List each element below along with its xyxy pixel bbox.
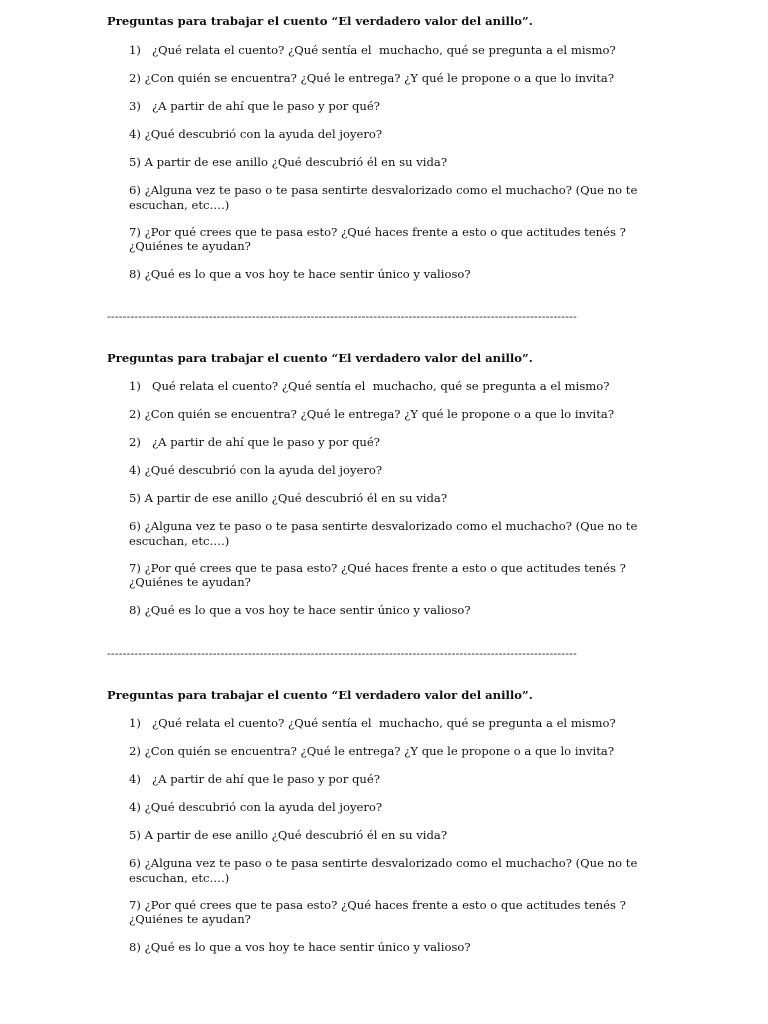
question-line: 4) ¿Qué descubrió con la ayuda del joyero? <box>129 127 383 141</box>
question-line: 1) ¿Qué relata el cuento? ¿Qué sentía el muchacho, qué se pregunta a el mismo? <box>129 716 616 730</box>
cut-line-divider: ------------------------------------------------------------------------------------------------------------------------ <box>107 648 578 660</box>
question-line: 4) ¿Qué descubrió con la ayuda del joyero? <box>129 463 383 477</box>
question-line: 6) ¿Alguna vez te paso o te pasa sentirte desvalorizado como el muchacho? (Que no te <box>129 519 638 533</box>
question-line: 6) ¿Alguna vez te paso o te pasa sentirte desvalorizado como el muchacho? (Que no te <box>129 856 638 870</box>
question-line: 1) Qué relata el cuento? ¿Qué sentía el muchacho, qué se pregunta a el mismo? <box>129 379 610 393</box>
question-line: 7) ¿Por qué crees que te pasa esto? ¿Qué haces frente a esto o que actitudes tenés ? <box>129 225 626 239</box>
section-title: Preguntas para trabajar el cuento “El verdadero valor del anillo”. <box>107 351 533 365</box>
question-line: 8) ¿Qué es lo que a vos hoy te hace sentir único y valioso? <box>129 940 471 954</box>
question-line: 3) ¿A partir de ahí que le paso y por qué? <box>129 99 380 113</box>
question-line: 2) ¿Con quién se encuentra? ¿Qué le entrega? ¿Y qué le propone o a que lo invita? <box>129 71 615 85</box>
question-line: 7) ¿Por qué crees que te pasa esto? ¿Qué haces frente a esto o que actitudes tenés ? <box>129 561 626 575</box>
question-line: 5) A partir de ese anillo ¿Qué descubrió él en su vida? <box>129 491 448 505</box>
question-line: 8) ¿Qué es lo que a vos hoy te hace sentir único y valioso? <box>129 603 471 617</box>
question-line-continued: ¿Quiénes te ayudan? <box>129 575 251 589</box>
cut-line-divider: ------------------------------------------------------------------------------------------------------------------------ <box>107 311 578 323</box>
question-line: 5) A partir de ese anillo ¿Qué descubrió él en su vida? <box>129 155 448 169</box>
question-line-continued: ¿Quiénes te ayudan? <box>129 239 251 253</box>
question-line: 6) ¿Alguna vez te paso o te pasa sentirte desvalorizado como el muchacho? (Que no te <box>129 183 638 197</box>
question-line: 2) ¿Con quién se encuentra? ¿Qué le entrega? ¿Y qué le propone o a que lo invita? <box>129 407 615 421</box>
question-line: 8) ¿Qué es lo que a vos hoy te hace sentir único y valioso? <box>129 267 471 281</box>
question-line: 2) ¿Con quién se encuentra? ¿Qué le entrega? ¿Y que le propone o a que lo invita? <box>129 744 615 758</box>
question-line-continued: escuchan, etc….) <box>129 534 230 548</box>
question-line: 4) ¿Qué descubrió con la ayuda del joyero? <box>129 800 383 814</box>
question-line: 1) ¿Qué relata el cuento? ¿Qué sentía el muchacho, qué se pregunta a el mismo? <box>129 43 616 57</box>
question-line-continued: escuchan, etc….) <box>129 871 230 885</box>
question-line: 5) A partir de ese anillo ¿Qué descubrió él en su vida? <box>129 828 448 842</box>
question-line-continued: ¿Quiénes te ayudan? <box>129 912 251 926</box>
question-line: 7) ¿Por qué crees que te pasa esto? ¿Qué haces frente a esto o que actitudes tenés ? <box>129 898 626 912</box>
question-line-continued: escuchan, etc….) <box>129 198 230 212</box>
question-line: 2) ¿A partir de ahí que le paso y por qué? <box>129 435 380 449</box>
question-line: 4) ¿A partir de ahí que le paso y por qué? <box>129 772 380 786</box>
section-title: Preguntas para trabajar el cuento “El verdadero valor del anillo”. <box>107 688 533 702</box>
section-title: Preguntas para trabajar el cuento “El verdadero valor del anillo”. <box>107 14 533 28</box>
